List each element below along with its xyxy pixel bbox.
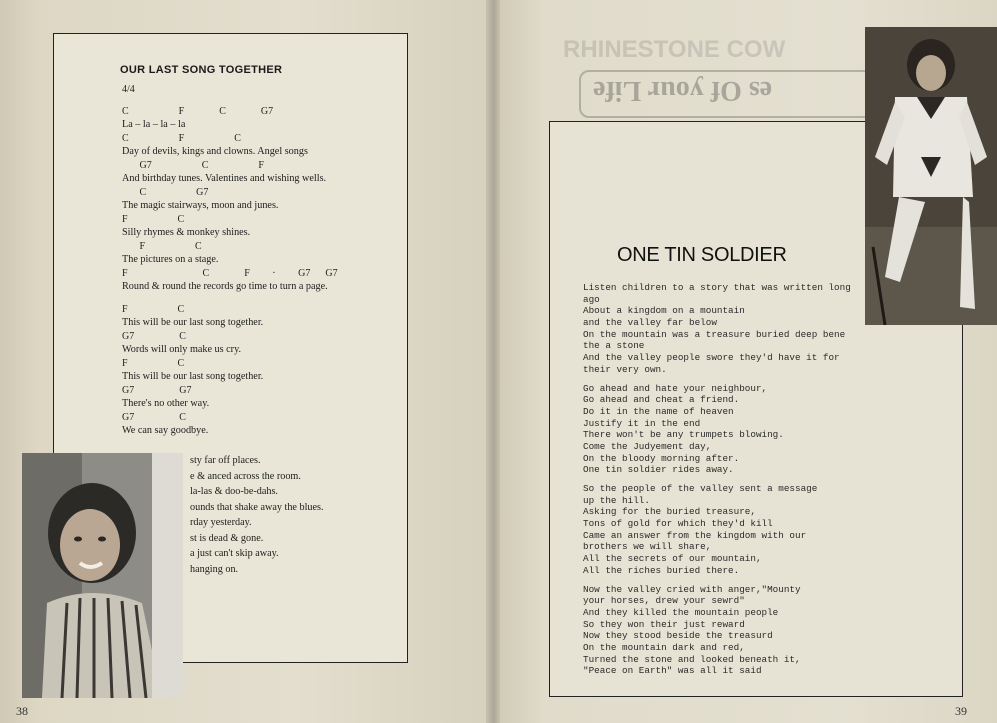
singer-photo-right-art xyxy=(865,27,997,325)
lyric-line: sty far off places. xyxy=(190,455,261,466)
chord-line: C F C G7 xyxy=(122,106,274,117)
lyric-line: rday yesterday. xyxy=(190,517,252,528)
chord-line: G7 C xyxy=(122,412,186,423)
poem-line: And the valley people swore they'd have it for xyxy=(583,352,840,364)
poem-line: their very own. xyxy=(583,363,667,375)
chord-line: C F C xyxy=(122,133,241,144)
poem-line: Go ahead and hate your neighbour, xyxy=(583,382,768,394)
poem-line: "Peace on Earth" was all it said xyxy=(583,665,762,677)
chord-lyric-block xyxy=(122,106,402,439)
poem-line: All the riches buried there. xyxy=(583,564,740,576)
poem-line: On the bloody morning after. xyxy=(583,452,740,464)
lyric-line: This will be our last song together. xyxy=(122,317,264,328)
poem-line: and the valley far below xyxy=(583,317,717,329)
lyric-line: ounds that shake away the blues. xyxy=(190,501,324,513)
right-page xyxy=(493,0,997,723)
chord-line: G7 G7 xyxy=(122,385,192,396)
poem-body xyxy=(583,282,873,677)
chord-line: F C xyxy=(122,358,185,369)
chord-line: F C xyxy=(122,241,202,252)
poem-line: Asking for the buried treasure, xyxy=(583,506,756,518)
poem-line: One tin soldier rides away. xyxy=(583,464,734,476)
lyric-line: There's no other way. xyxy=(122,398,210,409)
poem-line: Now they stood beside the treasurd xyxy=(583,630,773,642)
banner-text: es Of your Life xyxy=(593,75,773,106)
chord-line: F C xyxy=(122,304,185,315)
poem-line: Go ahead and cheat a friend. xyxy=(583,394,740,406)
poem-line: your horses, drew your sewrd" xyxy=(583,595,745,607)
lyric-line: st is dead & gone. xyxy=(190,532,264,544)
lyric-line: La – la – la – la xyxy=(122,119,186,130)
lyric-line: e & anced across the room. xyxy=(190,470,301,482)
lyric-line: The magic stairways, moon and junes. xyxy=(122,200,279,211)
chord-line: F C F · G7 G7 xyxy=(122,268,338,279)
poem-line: Come the Judyement day, xyxy=(583,440,712,452)
covered-lyrics xyxy=(190,455,324,579)
poem-line: Do it in the name of heaven xyxy=(583,405,734,417)
lyric-line: The pictures on a stage. xyxy=(122,254,219,265)
poem-line: brothers we will share, xyxy=(583,541,712,553)
time-signature: 4/4 xyxy=(122,84,135,95)
poem-line: the a stone xyxy=(583,340,645,352)
song-title: OUR LAST SONG TOGETHER xyxy=(120,64,283,76)
poem-line: So they won their just reward xyxy=(583,618,745,630)
poem-line: And they killed the mountain people xyxy=(583,606,779,618)
lyric-line: hanging on. xyxy=(190,563,239,575)
poem-title: ONE TIN SOLDIER xyxy=(617,244,787,266)
poem-line: All the secrets of our mountain, xyxy=(583,553,762,565)
lyric-line: Round & round the records go time to turn a page. xyxy=(122,281,328,292)
poem-line: Now the valley cried with anger,"Mounty xyxy=(583,583,801,595)
left-page xyxy=(0,0,493,723)
singer-photo-right xyxy=(865,27,997,325)
singer-photo xyxy=(22,453,183,698)
lyric-line: a just can't skip away. xyxy=(190,548,279,559)
lyric-line: la-las & doo-be-dahs. xyxy=(190,486,278,497)
singer-photo-art xyxy=(22,453,183,698)
poem-line: Tons of gold for which they'd kill xyxy=(583,518,773,530)
poem-line: On the mountain dark and red, xyxy=(583,641,745,653)
chord-line: C G7 xyxy=(122,187,209,198)
stanza-gap xyxy=(583,476,873,483)
poem-line: On the mountain was a treasure buried deep bene xyxy=(583,328,846,340)
poem-line: So the people of the valley sent a message xyxy=(583,483,818,494)
poem-line: Justify it in the end xyxy=(583,417,701,429)
stanza-gap xyxy=(583,376,873,383)
poem-line: Came an answer from the kingdom with our xyxy=(583,529,807,541)
lyric-line: And birthday tunes. Valentines and wishing wells. xyxy=(122,173,327,184)
page-number-left: 38 xyxy=(16,704,28,718)
poem-line: Listen children to a story that was written long xyxy=(583,282,851,293)
poem-line: Turned the stone and looked beneath it, xyxy=(583,653,801,665)
poem-line: There won't be any trumpets blowing. xyxy=(583,429,784,441)
poem-line: up the hill. xyxy=(583,494,650,506)
masthead-bleed: RHINESTONE COW xyxy=(563,36,786,63)
book-gutter xyxy=(486,0,500,723)
poem-line: About a kingdom on a mountain xyxy=(583,305,745,317)
lyric-line: We can say goodbye. xyxy=(122,425,209,436)
chord-line: G7 C xyxy=(122,331,186,342)
chord-line: G7 C F xyxy=(122,160,264,171)
page-number-right: 39 xyxy=(955,704,967,718)
lyric-line: Words will only make us cry. xyxy=(122,344,242,355)
stanza-gap xyxy=(583,577,873,584)
lyric-line: Silly rhymes & monkey shines. xyxy=(122,227,251,238)
chord-line: F C xyxy=(122,214,185,225)
lyric-line: This will be our last song together. xyxy=(122,371,264,382)
stanza-gap xyxy=(122,295,402,304)
lyric-line: Day of devils, kings and clowns. Angel songs xyxy=(122,146,308,157)
poem-line: ago xyxy=(583,293,600,305)
